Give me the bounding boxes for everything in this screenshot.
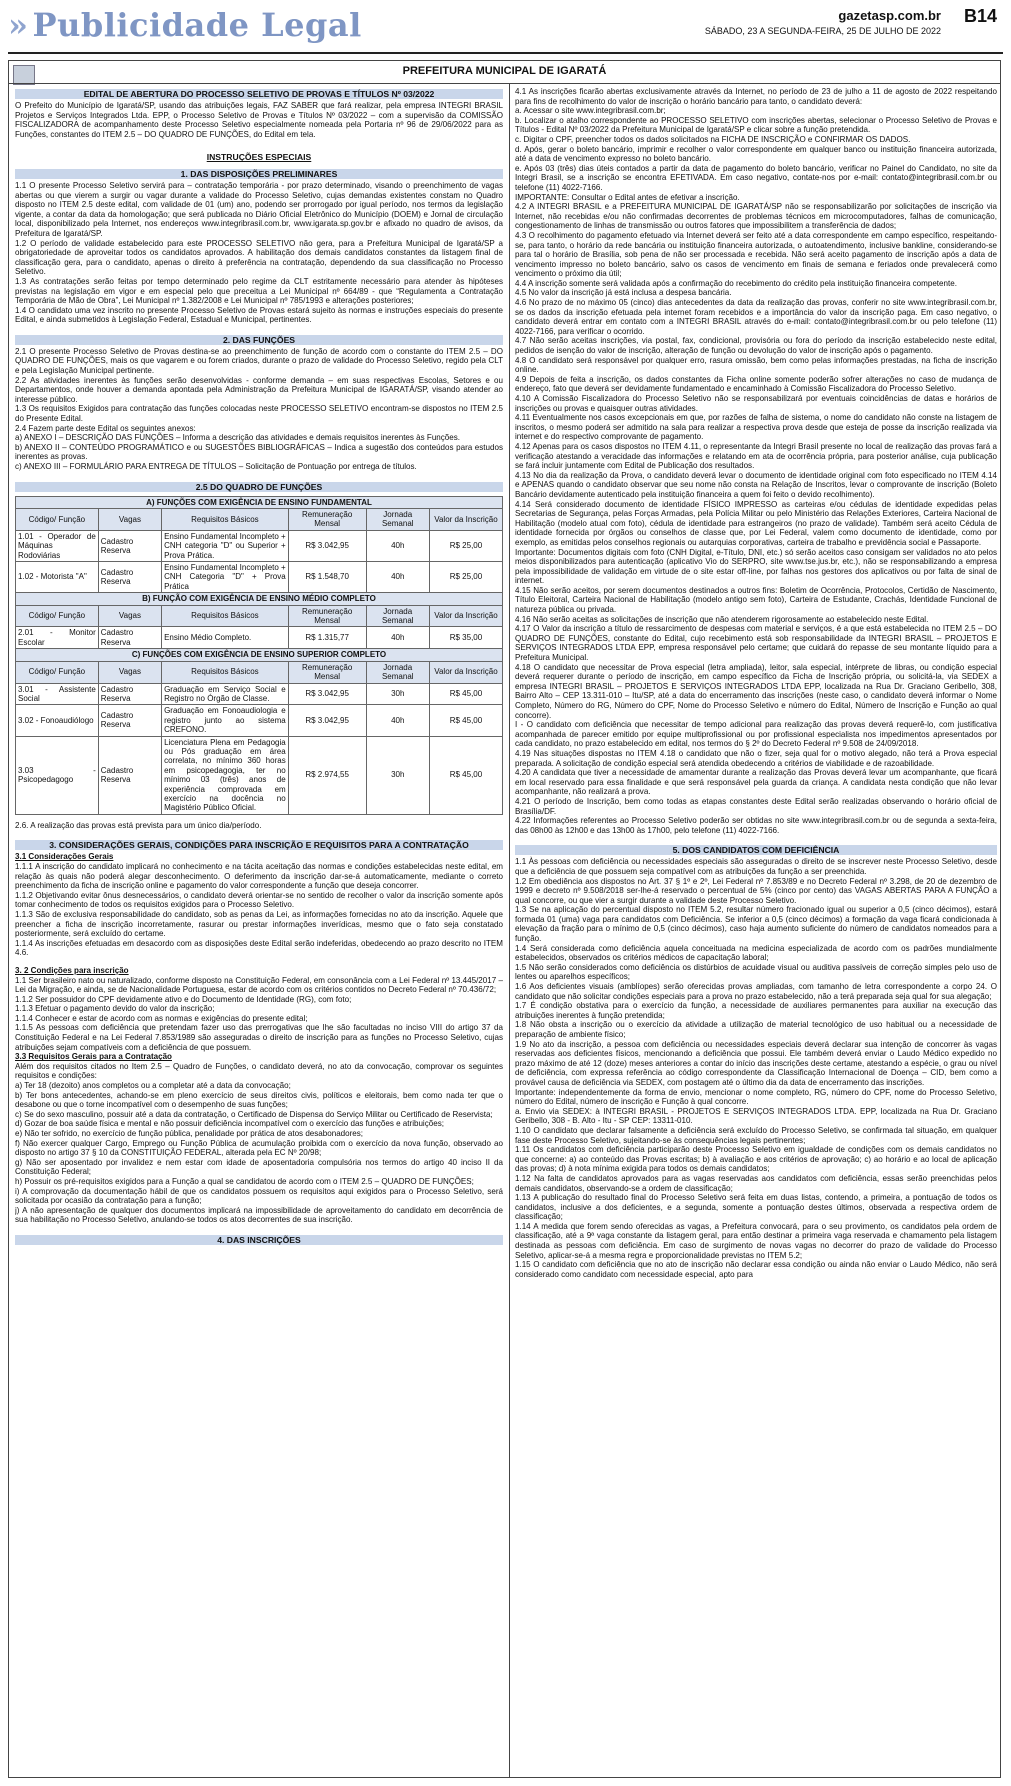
paragraph: I - O candidato com deficiência que necessitar de tempo adicional para realização das provas deverá requerê-lo, com justificativa acompanhada de parecer emitido por equipe multiprofissional ou por profissional especialista nos impedimentos apresentados por cada candidato, no prazo estabelecido em edital, nos termos do § 2º do Decreto Federal nº 9.508 de 24/09/2018. — [515, 720, 997, 749]
section-3-title: 3. CONSIDERAÇÕES GERAIS, CONDIÇÕES PARA INSCRIÇÃO E REQUISITOS PARA A CONTRATAÇÃO — [15, 840, 503, 850]
paragraph: 4.1 As inscrições ficarão abertas exclusivamente através da Internet, no período de 23 de julho a 11 de agosto de 2022 respeitando para fins de recolhimento do valor de inscrição o horário bancário para tanto, o candidato deverá: — [515, 87, 997, 106]
hours-cell: 40h — [366, 530, 429, 561]
paragraph: b) ANEXO II – CONTEÚDO PROGRAMÁTICO e ou SUGESTÕES BIBLIOGRÁFICAS – Indica a sugestão dos conteúdos para estudos inerentes as provas. — [15, 442, 503, 462]
requirements-cell: Graduação em Serviço Social e Registro no Órgão de Classe. — [162, 683, 289, 705]
paragraph: g) Não ser aposentado por invalidez e nem estar com idade de aposentadoria compulsória nos termos do artigo 40 inciso II da Constituição Federal; — [15, 1157, 503, 1177]
paragraph: 4.9 Depois de feita a inscrição, os dados constantes da Ficha online somente poderão sofrer alterações no caso de mudança de endereço, fato que deverá ser devidamente fundamentado e encaminhado à Comissão Fiscalizadora do Processo Seletivo. — [515, 374, 997, 394]
hours-cell: 40h — [366, 562, 429, 593]
paragraph: Importante: Documentos digitais com foto (CNH Digital, e-Título, DNI, etc.) só serão aceitos caso consigam ser validados no ato pelos meios disponibilizados para autenticação (aplicativo Vio do SERPRO, site www.tse.jus.br, etc.), não se responsabilizando a empresa pela impossibilidade de validação em virtude de o site estar off-line, por falhas nos gestores dos aplicativos ou por falta de sinal de internet. — [515, 547, 997, 586]
column-header: Valor da Inscrição — [429, 509, 502, 531]
section-1-title: 1. DAS DISPOSIÇÕES PRELIMINARES — [15, 169, 503, 179]
vagas-cell: Cadastro Reserva — [98, 562, 161, 593]
group-caption-cell: B) FUNÇÃO COM EXIGÊNCIA DE ENSINO MÉDIO COMPLETO — [16, 593, 503, 605]
paragraph: a. Envio via SEDEX: à INTEGRI BRASIL - PROJETOS E SERVIÇOS INTEGRADOS LTDA. EPP, localizada na Rua Dr. Graciano Geribello, 308 - B. Alto - Itu - SP CEP: 13311-010. — [515, 1106, 997, 1126]
section-5-title: 5. DOS CANDIDATOS COM DEFICIÊNCIA — [515, 845, 997, 855]
paragraph: f) Não exercer qualquer Cargo, Emprego ou Função Pública de acumulação proibida com o exercício da nova função, observado ao disposto no artigo 37 § 10 da CONSTITUIÇÃO FEDERAL, alterada pela EC Nº 20/98; — [15, 1138, 503, 1158]
paragraph: 1.1.4 Conhecer e estar de acordo com as normas e exigências do presente edital; — [15, 1013, 308, 1023]
section-3-1-heading: 3.1 Considerações Gerais — [15, 852, 114, 862]
function-code-cell: 1.01 - Operador de Máquinas Rodoviárias — [16, 530, 99, 561]
quadro-title: 2.5 DO QUADRO DE FUNÇÕES — [15, 482, 503, 492]
paragraph: 1.8 Não obsta a inscrição ou o exercício da atividade a utilização de material tecnológico de uso habitual ou a necessidade de preparação de ambiente físico; — [515, 1020, 997, 1039]
table-group-caption — [16, 496, 503, 508]
section-title — [8, 6, 362, 44]
paragraph: 4.2 A INTEGRI BRASIL e a PREFEITURA MUNICIPAL DE IGARATÁ/SP não se responsabilizarão por solicitações de inscrição via Internet, não recebidas e/ou não confirmadas decorrentes de problemas técnicos em microcomputadores, falhas de comunicação, congestionamento de linhas de transmissão ou outros fatores que impossibilitem a transferência de dados; — [515, 202, 997, 231]
table-row — [16, 705, 503, 736]
paragraph: 1.4 O candidato uma vez inscrito no presente Processo Seletivo de Provas estará sujeito às normas e instruções especiais do presente Edital, e ainda submetidos à Legislação Federal, Estadual e Municipal, pertinentes. — [15, 305, 503, 325]
vagas-cell: Cadastro Reserva — [98, 530, 161, 561]
paragraph: 2.2 As atividades inerentes às funções serão desenvolvidas - conforme demanda – em suas respectivas Escolas, Setores e ou Departamentos, onde houver a demanda apontada pela Administração da Prefeitura Municipal de IGARATÁ/SP, visando atender ao interesse público. — [15, 375, 503, 404]
requirements-cell: Ensino Fundamental Incompleto + CNH Categoria "D" + Prova Prática — [162, 562, 289, 593]
paragraph: d. Após, gerar o boleto bancário, imprimir e recolher o valor correspondente em qualquer banco ou instituição financeira autorizada, até a data de vencimento expresso no boleto bancário. — [515, 144, 997, 164]
column-header: Código/ Função — [16, 605, 99, 627]
paragraph: 1.1 Ser brasileiro nato ou naturalizado, conforme disposto na Constituição Federal, em consonância com a Lei Federal nº 13.445/2017 – Lei da Migração, e ainda, se de Nacionalidade Portuguesa, estar de acordo com os critérios contidos no Decreto Federal nº 70.436/72; — [15, 975, 503, 995]
paragraph: 1.3 Os requisitos Exigidos para contratação das funções colocadas neste PROCESSO SELETIVO encontram-se dispostos no ITEM 2.5 do Presente Edital. — [15, 404, 503, 424]
group-caption-cell: A) FUNÇÕES COM EXIGÊNCIA DE ENSINO FUNDAMENTAL — [16, 496, 503, 508]
paragraph: 4.10 A Comissão Fiscalizadora do Processo Seletivo não se responsabilizará por eventuais coincidências de datas e horários de inscrições ou provas e quaisquer outras atividades. — [515, 394, 997, 413]
column-header: Jornada Semanal — [366, 661, 429, 683]
paragraph: a) Ter 18 (dezoito) anos completos ou a completar até a data da convocação; — [15, 1081, 291, 1091]
function-code-cell: 1.02 - Motorista "A" — [16, 562, 99, 593]
paragraph: Importante: independentemente da forma de envio, mencionar o nome completo, RG, número do CPF, nome do Processo Seletivo, número do Edital, número de inscrição e Função à qual concorre. — [515, 1087, 997, 1107]
paragraph: 1.9 No ato da inscrição, a pessoa com deficiência ou necessidades especiais deverá declarar sua intenção de concorrer às vagas reservadas aos deficientes físicos, mencionando a deficiência que possui. Ele também deverá enviar o Laudo Médico expedido no prazo máximo de até 12 (doze) meses anteriores a contar do início das inscrições deste certame, atestando a espécie, o grau ou nível de deficiência, com expressa referência ao código correspondente da Classificação Internacional de Doença – CID, bem como a provável causa de deficiência via SEDEX, com postagem até o último dia da data de encerramento das inscrições. — [515, 1039, 997, 1087]
requirements-cell: Ensino Médio Completo. — [162, 627, 289, 649]
section-3-2-body — [15, 976, 503, 1053]
paragraph: 1.3 As contratações serão feitas por tempo determinado pelo regime da CLT estritamente necessário para atender às hipóteses previstas na legislação em vigor e em especial pelo que preceitua a Lei Municipal nº 664/89 - que “Regulamenta a Contratação Temporária de Mão de Obra”, Lei Municipal nº 1.382/2008 e Lei Municipal nº 785/1993 e alterações posteriores; — [15, 276, 503, 306]
double-chevron-icon: » — [8, 6, 29, 44]
section-3-3-body — [15, 1062, 503, 1225]
column-divider — [509, 83, 510, 1777]
vagas-cell: Cadastro Reserva — [98, 736, 161, 814]
column-header: Vagas — [98, 661, 161, 683]
table-header-row — [16, 509, 503, 531]
paragraph: 1.1.3 Efetuar o pagamento devido do valor da inscrição; — [15, 1004, 215, 1014]
column-header: Valor da Inscrição — [429, 605, 502, 627]
table-group-caption — [16, 593, 503, 605]
table-row — [16, 736, 503, 814]
hours-cell: 30h — [366, 736, 429, 814]
vagas-cell: Cadastro Reserva — [98, 627, 161, 649]
left-column — [15, 87, 503, 1773]
section-3-2-heading: 3. 2 Condições para inscrição — [15, 965, 129, 975]
salary-cell: R$ 3.042,95 — [288, 683, 366, 705]
section-3-1-body — [15, 862, 503, 958]
paragraph: e. Após 03 (três) dias úteis contados a partir da data de pagamento do boleto bancário, verificar no Painel do Candidato, no site da Integri Brasil, se a inscrição se encontra EFETIVADA. Em caso negativo, contate-nos por e-mail: contato@integribrasil.com.br ou telefone (11) 4022-7166. — [515, 163, 997, 192]
salary-cell: R$ 3.042,95 — [288, 705, 366, 736]
paragraph: 4.4 A inscrição somente será validada após a confirmação do recebimento do crédito pela instituição financeira competente. — [515, 278, 957, 288]
salary-cell: R$ 3.042,95 — [288, 530, 366, 561]
paragraph: 1.7 É condição obstativa para o exercício da função, a necessidade de auxiliares permanentes para auxiliar na execução das atribuições inerentes à função pretendida; — [515, 1001, 997, 1020]
section-4-title: 4. DAS INSCRIÇÕES — [15, 1235, 503, 1245]
group-caption-cell: C) FUNÇÕES COM EXIGÊNCIA DE ENSINO SUPERIOR COMPLETO — [16, 649, 503, 661]
section-5-body — [515, 857, 997, 1279]
paragraph: 4.14 Será considerado documento de identidade FÍSICO IMPRESSO as carteiras e/ou cédulas de identidade expedidas pelas Secretarias de Segurança, pelas Forças Armadas, pela Polícia Militar ou pelo Ministério das Relações Exteriores, Carteira Nacional de Habilitação (modelo atual com foto), cédula de identidade para estrangeiros (no prazo de validade). Também será aceito Cédula de identidade fornecida por órgãos ou conselhos de classe que, por Lei Federal, valem como documento de identidade, como por exemplo, as emitidas pelos conselhos regionais ou autarquias corporativas, carteira de trabalho e previdência social e Passaporte. — [515, 499, 997, 547]
paragraph: 4.15 Não serão aceitos, por serem documentos destinados a outros fins: Boletim de Ocorrência, Protocolos, Certidão de Nascimento, Título Eleitoral, Carteira Nacional de Habilitação (modelo antigo sem foto), Carteira de Estudante, Crachás, Identidade Funcional de natureza pública ou privada. — [515, 585, 997, 615]
paragraph: 4.8 O candidato será responsável por qualquer erro, rasura omissão, bem como pelas informações prestadas, na ficha de inscrição online. — [515, 355, 997, 375]
paragraph: 2.1 O presente Processo Seletivo de Provas destina-se ao preenchimento de função de acordo com o constante do ITEM 2.5 – DO QUADRO DE FUNÇÕES, mais os que vagarem e ou forem criados, durante o prazo de validade do Processo Seletivo, regido pela CLT e pela Legislação Municipal pertinente. — [15, 346, 503, 376]
paragraph: 1.1.2 Objetivando evitar ônus desnecessários, o candidato deverá orientar-se no sentido de recolher o valor da inscrição somente após tomar conhecimento de todos os requisitos exigidos para o Processo Seletivo. — [15, 890, 503, 910]
hours-cell: 40h — [366, 627, 429, 649]
paragraph: 1.1.3 São de exclusiva responsabilidade do candidato, sob as penas da Lei, as informações fornecidas no ato da inscrição. Aquele que preencher a ficha de inscrição incorretamente, rasurar ou prestar informações inverídicas, mesmo que o fato seja constatado posteriormente, será excluído do certame. — [15, 909, 503, 939]
section-title-text: Publicidade Legal — [32, 6, 362, 44]
notice-title: PREFEITURA MUNICIPAL DE IGARATÁ — [402, 65, 607, 77]
right-column — [515, 87, 997, 1773]
table-row — [16, 562, 503, 593]
paragraph: 1.1 Às pessoas com deficiência ou necessidades especiais são asseguradas o direito de se inscrever neste Processo Seletivo, desde que a deficiência de que possuem seja compatível com as atribuições da função a ser preenchida. — [515, 857, 997, 876]
paragraph: 1.13 A publicação do resultado final do Processo Seletivo será feita em duas listas, contendo, a primeira, a pontuação de todos os candidatos, inclusive a dos deficientes, e a segunda, somente a pontuação destes últimos, observada a respectiva ordem de classificação; — [515, 1193, 997, 1222]
paragraph: 1.10 O candidato que declarar falsamente a deficiência será excluído do Processo Seletivo, se confirmada tal situação, em qualquer fase deste Processo Seletivo, sujeitando-se às consequências legais pertinentes; — [515, 1125, 997, 1145]
table-row — [16, 683, 503, 705]
paragraph: 4.16 Não serão aceitas as solicitações de inscrição que não atenderem rigorosamente ao estabelecido neste Edital. — [515, 614, 929, 624]
paragraph: 1.3 Se na aplicação do percentual disposto no ITEM 5.2, resultar número fracionado igual ou superior a 0,5 (cinco décimos), estará formada 01 (uma) vaga para candidatos com Deficiência. Se inferior a 0,5 (cinco décimos) a formação da vaga ficará condicionada à elevação da fração para o mínimo de 0,5 (cinco décimos), caso haja aumento suficiente do número de candidatos nomeados para a função. — [515, 905, 997, 944]
paragraph: 1.1.1 A inscrição do candidato implicará no conhecimento e na tácita aceitação das normas e condições estabelecidas neste edital, em relação às quais não poderá alegar desconhecimento. O deferimento da inscrição dar-se-á automaticamente, mediante o correto preenchimento da ficha de inscrição online e pagamento do valor correspondente a função que deseja concorrer. — [15, 861, 503, 891]
column-header: Vagas — [98, 605, 161, 627]
functions-table — [15, 496, 503, 815]
paragraph: c) Se do sexo masculino, possuir até a data da contratação, o Certificado de Dispensa do Serviço Militar ou Certificado de Reservista; — [15, 1109, 493, 1119]
paragraph: 1.1.5 As pessoas com deficiência que pretendam fazer uso das prerrogativas que lhe são facultadas no inciso VIII do artigo 37 da Constituição Federal e na Lei Federal 7.853/1989 são asseguradas o direito de inscrição para as funções no Processo Seletivo, cujas atribuições sejam compatíveis com a deficiência de que possuem. — [15, 1023, 503, 1052]
paragraph: 4.22 Informações referentes ao Processo Seletivo poderão ser obtidas no site www.integribrasil.com.br ou de segunda a sexta-feira, das 08h00 às 12h00 e das 13h00 às 17h00, pelo telefone (11) 4022-7166. — [515, 816, 997, 835]
function-code-cell: 3.02 - Fonoaudiólogo — [16, 705, 99, 736]
paragraph: 1.11 Os candidatos com deficiência participarão deste Processo Seletivo em igualdade de condições com os demais candidatos no que concerne: a) ao conteúdo das Provas escritas; b) à avaliação e aos critérios de aprovação; c) ao horário e ao local de aplicação das provas; d) à nota mínima exigida para todos os demais candidatos; — [515, 1145, 997, 1174]
paragraph: 1.1.2 Ser possuidor do CPF devidamente ativo e do Documento de Identidade (RG), com foto; — [15, 994, 352, 1004]
fee-cell: R$ 25,00 — [429, 562, 502, 593]
table-header-row — [16, 661, 503, 683]
function-code-cell: 3.01 - Assistente Social — [16, 683, 99, 705]
edital-title: EDITAL DE ABERTURA DO PROCESSO SELETIVO DE PROVAS E TÍTULOS Nº 03/2022 — [15, 89, 503, 99]
paragraph: 1.4 Será considerada como deficiência aquela conceituada na medicina especializada de acordo com os padrões mundialmente estabelecidos, observados os critérios médicos de capacitação laboral; — [515, 943, 997, 963]
paragraph: IMPORTANTE: Consultar o Edital antes de efetivar a inscrição. — [515, 192, 740, 202]
paragraph: e) Não ter sofrido, no exercício de função pública, penalidade por prática de atos desabonadores; — [15, 1129, 364, 1138]
column-header: Requisitos Básicos — [162, 605, 289, 627]
table-row — [16, 530, 503, 561]
paragraph: c) ANEXO III – FORMULÁRIO PARA ENTREGA DE TÍTULOS – Solicitação de Pontuação por entrega de títulos. — [15, 462, 417, 471]
function-code-cell: 2.01 - Monitor Escolar — [16, 627, 99, 649]
requirements-cell: Ensino Fundamental Incompleto + CNH categoria "D" ou Superior + Prova Prática. — [162, 530, 289, 561]
paragraph: 1.6 Aos deficientes visuais (amblíopes) serão oferecidas provas ampliadas, com tamanho de letra correspondente a corpo 24. O candidato que não solicitar condições especiais para a prova no prazo estabelecido, não a terá preparada seja qual for sua alegação; — [515, 982, 997, 1001]
column-header: Código/ Função — [16, 661, 99, 683]
requirements-cell: Graduação em Fonoaudiologia e registro junto ao sistema CREFONO. — [162, 705, 289, 736]
fee-cell: R$ 45,00 — [429, 705, 502, 736]
column-header: Jornada Semanal — [366, 605, 429, 627]
paragraph: 4.17 O Valor da inscrição a título de ressarcimento de despesas com material e serviços, é a que está estabelecida no ITEM 2.5 – DO QUADRO DE FUNÇÕES, constante do Edital, cujo recebimento está sob responsabilidade da INTEGRI BRASIL – PROJETOS E SERVIÇOS INTEGRADOS LTDA EPP, empresa responsável pelo certame; que cuidará do repasse de seu montante líquido para a Prefeitura Municipal. — [515, 624, 997, 663]
requirements-cell: Licenciatura Plena em Pedagogia ou Pós graduação em área correlata, no mínimo 360 horas em psicopedagogia, ter no mínimo 03 (três) anos de experiência comprovada em exercício na docência no Magistério Público Oficial. — [162, 736, 289, 814]
hours-cell: 30h — [366, 683, 429, 705]
salary-cell: R$ 1.548,70 — [288, 562, 366, 593]
section-4-body — [515, 87, 997, 835]
fee-cell: R$ 45,00 — [429, 736, 502, 814]
paragraph: Além dos requisitos citados no Item 2.5 – Quadro de Funções, o candidato deverá, no ato da convocação, comprovar os seguintes requisitos e condições: — [15, 1061, 503, 1081]
paragraph: 4.12 Apenas para os casos dispostos no ITEM 4.11, o representante da Integri Brasil presente no local de realização das provas fará a verificação atestando a veracidade das informações e relatando em ata de ocorrência própria, para posterior análise, cuja publicação se fará incluir juntamente com Edital de Publicação dos resultados. — [515, 441, 997, 471]
masthead-rule — [8, 52, 1003, 54]
intro-paragraph: O Prefeito do Município de Igaratá/SP, usando das atribuições legais, FAZ SABER que fará realizar, pela empresa INTEGRI BRASIL Projetos e Serviços Integrados Ltda. EPP, o Processo Seletivo de Provas e Títulos Nº 03/2022 – com a supervisão da COMISSÃO FISCALIZADORA de acompanhamento deste Processo Seletivo especialmente nomeada pela Portaria nº 96 de 29/06/2022 para as Funções, constantes do ITEM 2.5 – DO QUADRO DE FUNÇÕES, do Edital em tela. — [15, 101, 503, 139]
note-2-6: 2.6. A realização das provas está prevista para um único dia/período. — [15, 820, 262, 830]
column-header: Remuneração Mensal — [288, 661, 366, 683]
paragraph: 1.2 Em obediência aos dispostos no Art. 37 § 1º e 2º, Lei Federal nº 7.853/89 e no Decreto Federal nº 3.298, de 20 de dezembro de 1999 e decreto nº 9.508/2018 ser-lhe-á reservado o percentual de 5% (cinco por cento) das VAGAS ABERTAS PARA A FUNÇÃO a qual concorre, ou que vier a surgir durante a validade deste Processo Seletivo. — [515, 876, 997, 905]
paragraph: 1.12 Na falta de candidatos aprovados para as vagas reservadas aos candidatos com deficiência, essas serão preenchidas pelos demais candidatos, observando-se a ordem de classificação; — [515, 1173, 997, 1193]
salary-cell: R$ 2.974,55 — [288, 736, 366, 814]
paragraph: 4.6 No prazo de no máximo 05 (cinco) dias antecedentes da data da realização das provas, conferir no site www.integribrasil.com.br, se os dados da inscrição efetuada pela internet foram recebidos e a importância do valor da inscrição paga. Em caso negativo, o candidato deverá entrar em contato com a INTEGRI BRASIL através do e-mail: contato@integribrasil.com.br ou pelo telefone (11) 4022-7166, para verificar o ocorrido. — [515, 298, 997, 336]
page-number: B14 — [963, 6, 997, 26]
paragraph: 2.4 Fazem parte deste Edital os seguintes anexos: — [15, 423, 196, 433]
column-header: Jornada Semanal — [366, 509, 429, 531]
section-1-body — [15, 181, 503, 325]
paragraph: 4.13 No dia da realização da Prova, o candidato deverá levar o documento de identidade original com foto especificado no ITEM 4.14 e APENAS quando o candidato observar que seu nome não consta na Relação de Inscritos, levar o comprovante de inscrição (Boleto Bancário devidamente autenticado pela instituição financeira a quem foi feito o devido recolhimento). — [515, 470, 997, 499]
paragraph: c. Digitar o CPF, preencher todos os dados solicitados na FICHA DE INSCRIÇÃO e CONFIRMAR OS DADOS. — [515, 134, 911, 144]
paragraph: 1.2 O período de validade estabelecido para este PROCESSO SELETIVO não gera, para a Prefeitura Municipal de Igaratá/SP a obrigatoriedade de aproveitar todos os candidatos aprovados. A habilitação dos demais candidatos constantes da listagem final de classificação gera, para o candidato, apenas o direito à preferência na contratação, dependendo da sua classificação no Processo Seletivo. — [15, 238, 503, 277]
paragraph: b. Localizar o atalho correspondente ao PROCESSO SELETIVO com inscrições abertas, selecionar o Processo Seletivo de Provas e Títulos - Edital Nº 03/2022 da Prefeitura Municipal de Igaratá/SP e clicar sobre a função pretendida. — [515, 115, 997, 135]
table-group-caption — [16, 649, 503, 661]
issue-date: SÁBADO, 23 A SEGUNDA-FEIRA, 25 DE JULHO DE 2022 — [704, 26, 941, 36]
vagas-cell: Cadastro Reserva — [98, 705, 161, 736]
section-2-title: 2. DAS FUNÇÕES — [15, 335, 503, 345]
salary-cell: R$ 1.315,77 — [288, 627, 366, 649]
column-header: Vagas — [98, 509, 161, 531]
paragraph: 1.5 Não serão considerados como deficiência os distúrbios de acuidade visual ou auditiva passíveis de correção simples pelo uso de lentes ou aparelhos específicos; — [515, 962, 997, 982]
paragraph: 4.5 No valor da inscrição já está inclusa a despesa bancária. — [515, 288, 732, 298]
paragraph: 1.14 A medida que forem sendo oferecidas as vagas, a Prefeitura convocará, para o seu provimento, os candidatos pela ordem de classificação, até a 9ª vaga constante da listagem geral, para então destinar a primeira vaga reservada e chamamento pela listagem destinada as pessoas com deficiência. Em caso de surgimento de novas vagas no decorrer do prazo de validade do Processo Seletivo, aplicar-se-á a mesma regra e proporcionalidade previstas no ITEM 5.2; — [515, 1221, 997, 1260]
section-3-3-heading: 3.3 Requisitos Gerais para a Contratação — [15, 1052, 172, 1062]
fee-cell: R$ 45,00 — [429, 683, 502, 705]
column-header: Remuneração Mensal — [288, 605, 366, 627]
fee-cell: R$ 35,00 — [429, 627, 502, 649]
paragraph: i) A comprovação da documentação hábil de que os candidatos possuem os requisitos aqui exigidos para o Processo Seletivo, será solicitada por ocasião da contratação para a função; — [15, 1186, 503, 1206]
paragraph: 1.1.4 As inscrições efetuadas em desacordo com as disposições deste Edital serão indeferidas, obedecendo ao prazo descrito no ITEM 4.6. — [15, 938, 503, 958]
column-header: Requisitos Básicos — [162, 509, 289, 531]
paragraph: 4.7 Não serão aceitas inscrições, via postal, fax, condicional, provisória ou fora do período da inscrição estabelecido neste edital, pedidos de isenção do valor de inscrição, alteração de função ou devolução do valor de inscrição após o pagamento. — [515, 336, 997, 356]
paragraph: j) A não apresentação de qualquer dos documentos implicará na impossibilidade de aproveitamento do candidato em decorrência de sua habilitação no Processo Seletivo, anulando-se todos os atos decorrentes de sua inscrição. — [15, 1205, 503, 1225]
column-header: Requisitos Básicos — [162, 661, 289, 683]
hours-cell: 40h — [366, 705, 429, 736]
table-header-row — [16, 605, 503, 627]
paragraph: 4.21 O período de Inscrição, bem como todas as etapas constantes deste Edital serão realizadas observando o horário oficial de Brasília/DF. — [515, 796, 997, 816]
instructions-heading: INSTRUÇÕES ESPECIAIS — [206, 152, 312, 163]
paragraph: a) ANEXO I – DESCRIÇÃO DAS FUNÇÕES – Informa a descrição das atividades e demais requisitos inerentes às Funções. — [15, 433, 460, 443]
masthead — [0, 0, 1011, 56]
header-divider — [9, 83, 1000, 84]
notice-frame — [8, 60, 1001, 1778]
paragraph: d) Gozar de boa saúde física e mental e não possuir deficiência incompatível com o exercício das funções e atribuições; — [15, 1119, 444, 1129]
function-code-cell: 3.03 - Psicopedagogo — [16, 736, 99, 814]
table-row — [16, 627, 503, 649]
paragraph: 4.19 Nas situações dispostas no ITEM 4.18 o candidato que não o fizer, seja qual for o motivo alegado, não terá a Prova especial preparada. A solicitação de condição especial será atendida obedecendo a critérios de viabilidade e de razoabilidade. — [515, 748, 997, 768]
column-header: Remuneração Mensal — [288, 509, 366, 531]
paragraph: h) Possuir os pré-requisitos exigidos para a Função a qual se candidatou de acordo com o ITEM 2.5 – QUADRO DE FUNÇÕES; — [15, 1176, 474, 1186]
section-2-body — [15, 347, 503, 472]
paragraph: 1.15 O candidato com deficiência que no ato de inscrição não declarar essa condição ou ainda não enviar o Laudo Médico, não será considerado como candidato com necessidade especial, apto para — [515, 1260, 997, 1279]
vagas-cell: Cadastro Reserva — [98, 683, 161, 705]
paragraph: a. Acessar o site www.integribrasil.com.br; — [515, 106, 666, 116]
paragraph: 4.11 Eventualmente nos casos excepcionais em que, por razões de falha de sistema, o nome do candidato não conste na listagem de inscritos, o mesmo poderá ser admitido na sala para realizar a respectiva prova desde que esteja de posse da inscrição realizada via internet e do respectivo comprovante de pagamento. — [515, 413, 997, 442]
paragraph: 4.18 O candidato que necessitar de Prova especial (letra ampliada), leitor, sala especial, intérprete de libras, ou condição especial deverá requerer durante o período de inscrição, em campo específico da Ficha de Inscrição própria, ou solicitá-la, via SEDEX a empresa INTEGRI BRASIL – PROJETOS E SERVIÇOS INTEGRADOS LTDA EPP, localizada na Rua Dr. Graciano Geribello, 308, Bairro Alto – CEP 13.311-010 – Itu/SP, até a data do encerramento das inscrições (neste caso, o candidato deverá informar o Nome Completo, Número do RG, Número do CPF, Nome do Processo Seletivo e número do Edital, Número de Inscrição e Função ao qual concorre). — [515, 662, 997, 720]
paragraph: 4.3 O recolhimento do pagamento efetuado via Internet deverá ser feito até a data correspondente em campo específico, respeitando-se, para tanto, o horário da rede bancária ou instituição financeira autorizada, o autoatendimento, inclusive bankline, considerando-se para tal o horário de Brasília, sob pena de não ser processada e recebida. Não será aceito pagamento de inscrição após a data de vencimento impresso no boleto bancário, salvo os casos de vencimento em finais de semana e feriados onde prevalecerá como vencimento o próximo dia útil; — [515, 230, 997, 279]
column-header: Valor da Inscrição — [429, 661, 502, 683]
site-name: gazetasp.com.br — [838, 8, 941, 23]
fee-cell: R$ 25,00 — [429, 530, 502, 561]
paragraph: b) Ter bons antecedentes, achando-se em pleno exercício de seus direitos civis, políticos e eleitorais, bem como nada ter que o desabone ou que o torne incompatível com o desempenho de suas funções; — [15, 1090, 503, 1110]
column-header: Código/ Função — [16, 509, 99, 531]
paragraph: 4.20 A candidata que tiver a necessidade de amamentar durante a realização das Provas deverá levar um acompanhante, que ficará em local reservado para essa finalidade e que será responsável pela guarda da criança. A candidata nesta condição que não levar acompanhante, não realizará a prova. — [515, 768, 997, 797]
paragraph: 1.1 O presente Processo Seletivo servirá para – contratação temporária - por prazo determinado, visando o preenchimento de vagas abertas ou que vierem a surgir ou vagar durante a validade do Processo Seletivo, cujas demandas existentes constam no Quadro disposto no ITEM 2.5 deste edital, com validade de 01 (um) ano, podendo ser prorrogado por igual período, nos termos da legislação vigente, a contar da data da homologação; que será publicada no Diário Oficial Eletrônico do Município (DOEM) e Jornal de circulação local, disponibilizado pela Internet, nos endereços www.integribrasil.com.br, www.igarata.sp.gov.br e afixado no quadro de avisos, da Prefeitura de Igaratá/SP. — [15, 180, 503, 238]
